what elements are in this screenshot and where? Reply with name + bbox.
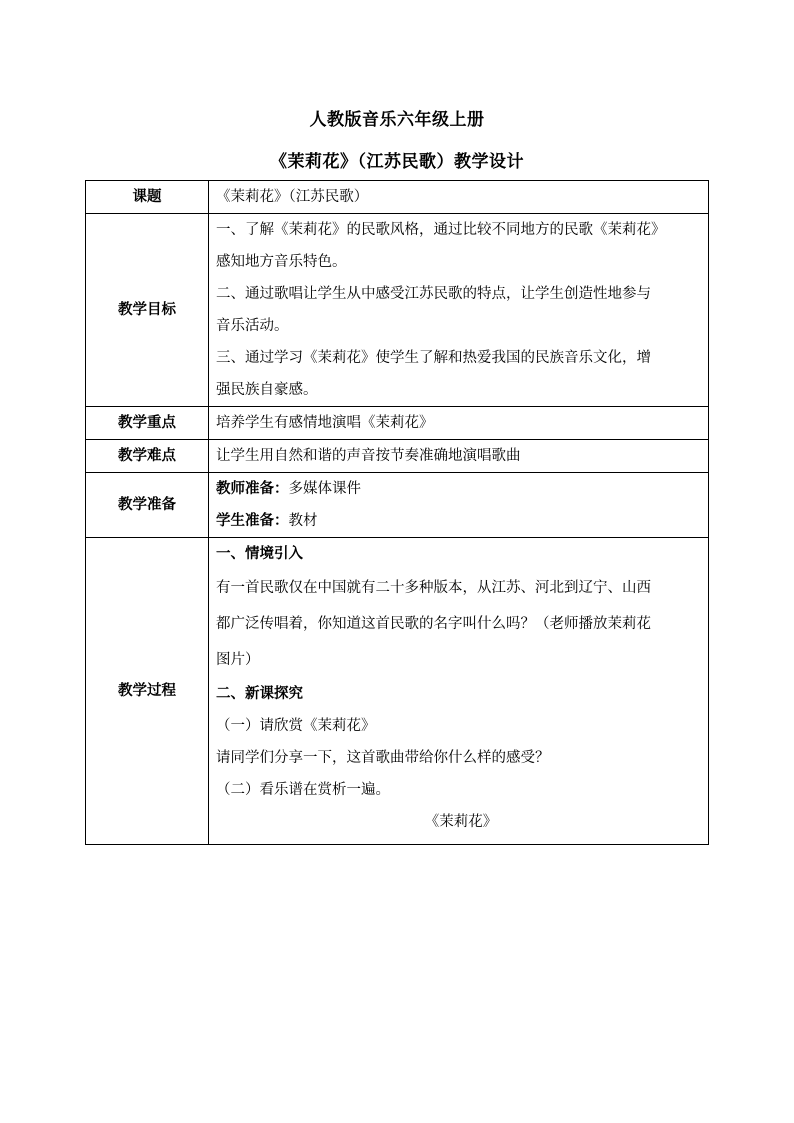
section1-heading: 一、情境引入 xyxy=(216,546,303,562)
student-prep-label: 学生准备： xyxy=(216,513,289,529)
document-title: 人教版音乐六年级上册 xyxy=(309,110,485,130)
lesson-plan-table xyxy=(85,180,709,845)
topic-label: 课题 xyxy=(86,181,209,214)
section1-line: 图片） xyxy=(216,652,260,668)
table-row-preparation xyxy=(86,473,709,538)
goal-line: 二、通过歌唱让学生从中感受江苏民歌的特点，让学生创造性地参与 xyxy=(216,286,651,302)
goal-line: 感知地方音乐特色。 xyxy=(216,254,347,270)
key-point-value: 培养学生有感情地演唱《茉莉花》 xyxy=(209,407,709,440)
table-row-goals xyxy=(86,214,709,407)
goal-line: 三、通过学习《茉莉花》使学生了解和热爱我国的民族音乐文化，增 xyxy=(216,350,651,366)
teacher-prep-label: 教师准备： xyxy=(216,481,289,497)
goal-line: 音乐活动。 xyxy=(216,318,289,334)
subsection1-text: 请同学们分享一下，这首歌曲带给你什么样的感受？ xyxy=(216,750,550,766)
preparation-content xyxy=(209,473,709,538)
student-prep-line xyxy=(216,505,706,537)
section1-line: 都广泛传唱着，你知道这首民歌的名字叫什么吗？（老师播放茉莉花 xyxy=(216,616,651,632)
process-label: 教学过程 xyxy=(86,538,209,845)
student-prep-value: 教材 xyxy=(288,513,318,529)
subsection2-heading: （二）看乐谱在赏析一遍。 xyxy=(216,782,390,798)
goals-label: 教学目标 xyxy=(86,214,209,407)
topic-value: 《茉莉花》（江苏民歌） xyxy=(209,181,709,214)
section1-line: 有一首民歌仅在中国就有二十多种版本，从江苏、河北到辽宁、山西 xyxy=(216,580,651,596)
table-row-topic xyxy=(86,181,709,214)
difficulty-label: 教学难点 xyxy=(86,440,209,473)
difficulty-value: 让学生用自然和谐的声音按节奏准确地演唱歌曲 xyxy=(209,440,709,473)
process-content xyxy=(209,538,709,845)
score-title: 《茉莉花》 xyxy=(424,814,498,830)
table-row-key-point xyxy=(86,407,709,440)
goal-line: 一、了解《茉莉花》的民歌风格，通过比较不同地方的民歌《茉莉花》 xyxy=(216,222,666,238)
table-row-difficulty xyxy=(86,440,709,473)
table-row-process xyxy=(86,538,709,845)
teacher-prep-value: 多媒体课件 xyxy=(288,481,361,497)
subsection1-heading: （一）请欣赏《茉莉花》 xyxy=(216,718,376,734)
preparation-label: 教学准备 xyxy=(86,473,209,538)
document-subtitle: 《茉莉花》（江苏民歌）教学设计 xyxy=(270,152,524,172)
section2-heading: 二、新课探究 xyxy=(216,686,303,702)
teacher-prep-line xyxy=(216,473,706,505)
goal-line: 强民族自豪感。 xyxy=(216,382,318,398)
key-point-label: 教学重点 xyxy=(86,407,209,440)
goals-content xyxy=(209,214,709,407)
